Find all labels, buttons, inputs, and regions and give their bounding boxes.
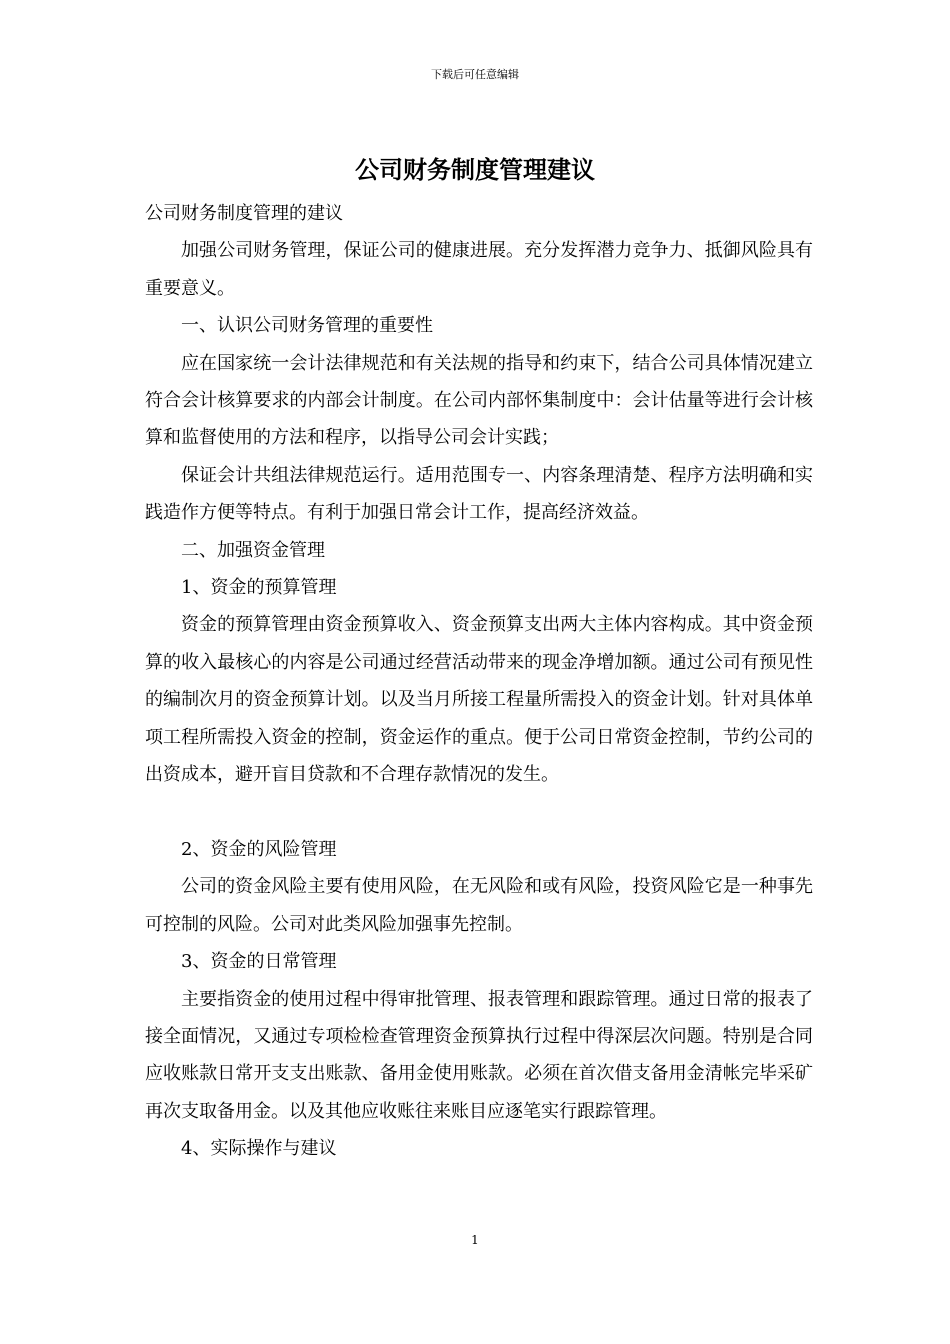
paragraph-budget-management: 资金的预算管理由资金预算收入、资金预算支出两大主体内容构成。其中资金预算的收入最核心的内容是公司通过经营活动带来的现金净增加额。通过公司有预见性的编制次月的资金预算计划。以及当月所接工程量所需投入的资金计划。针对具体单项工程所需投入资金的控制，资金运作的重点。便于公司日常资金控制，节约公司的出资成本，避开盲目贷款和不合理存款情况的发生。: [145, 614, 813, 786]
paragraph-risk-management: 公司的资金风险主要有使用风险，在无风险和或有风险，投资风险它是一种事先可控制的风险。公司对此类风险加强事先控制。: [145, 876, 813, 935]
subsection-heading-2-4: 4、实际操作与建议: [181, 1138, 337, 1160]
paragraph-intro: 加强公司财务管理，保证公司的健康进展。充分发挥潜力竞争力、抵御风险具有重要意义。: [145, 240, 813, 299]
document-title: 公司财务制度管理建议: [355, 155, 595, 184]
subsection-heading-2-1: 1、资金的预算管理: [181, 577, 337, 599]
paragraph-subtitle: 公司财务制度管理的建议: [145, 203, 343, 224]
paragraph-section-1b: 保证会计共组法律规范运行。适用范围专一、内容条理清楚、程序方法明确和实践造作方便等特点。有利于加强日常会计工作，提高经济效益。: [145, 464, 813, 524]
header-note: 下载后可任意编辑: [431, 68, 519, 81]
subsection-heading-2-3: 3、资金的日常管理: [181, 951, 337, 973]
paragraph-daily-management: 主要指资金的使用过程中得审批管理、报表管理和跟踪管理。通过日常的报表了接全面情况，又通过专项检检查管理资金预算执行过程中得深层次问题。特别是合同应收账款日常开支支出账款、备用金使用账款。必须在首次借支备用金清帐完毕采矿再次支取备用金。以及其他应收账往来账目应逐笔实行跟踪管理。: [145, 988, 813, 1122]
document-body: [145, 195, 813, 1168]
paragraph-section-1a: 应在国家统一会计法律规范和有关法规的指导和约束下，结合公司具体情况建立符合会计核算要求的内部会计制度。在公司内部怀集制度中：会计估量等进行会计核算和监督使用的方法和程序，以指导公司会计实践；: [145, 352, 813, 449]
subsection-heading-2-2: 2、资金的风险管理: [181, 838, 337, 860]
page-number: 1: [471, 1233, 479, 1247]
section-heading-1: 一、认识公司财务管理的重要性: [181, 315, 433, 337]
section-heading-2: 二、加强资金管理: [181, 539, 325, 561]
